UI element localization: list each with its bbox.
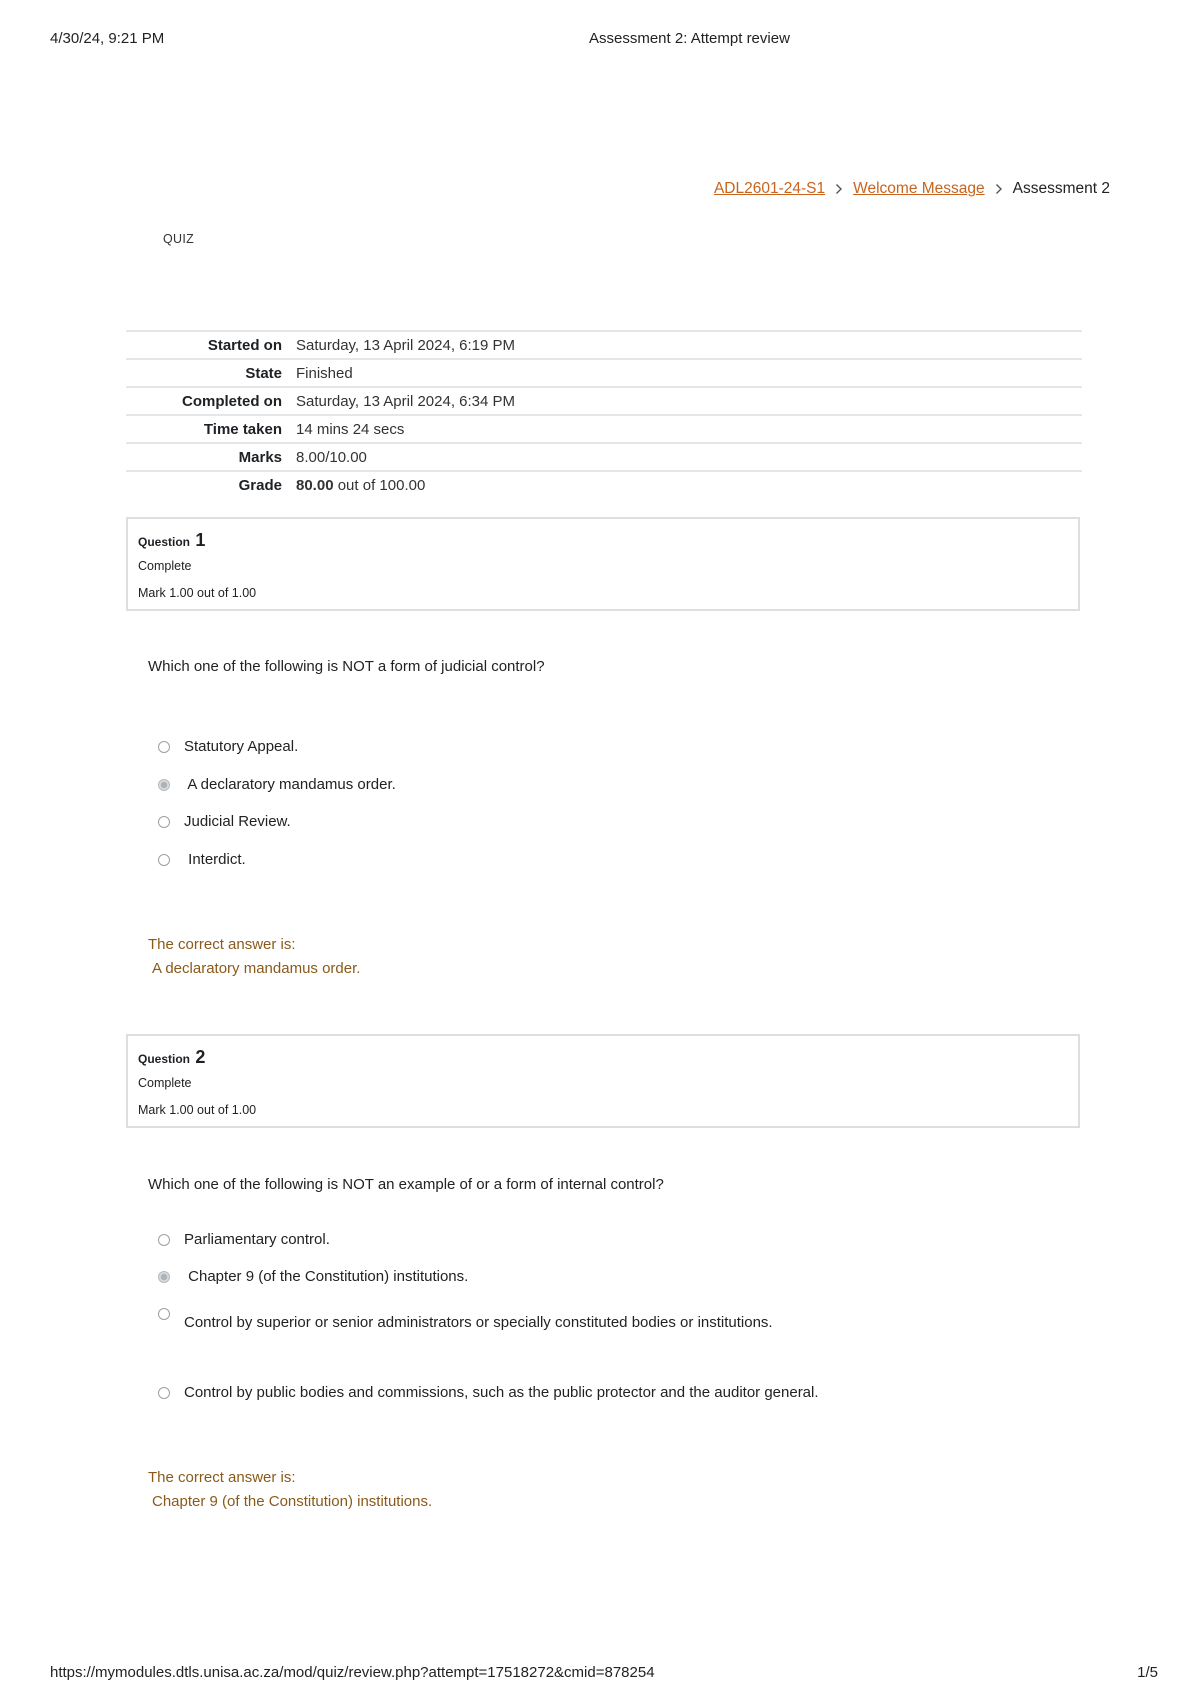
answer-option[interactable] [158,1268,468,1285]
activity-type-label: QUIZ [163,232,195,246]
summary-label: Time taken [203,420,282,438]
radio-button-selected[interactable] [158,779,170,791]
summary-label: Started on [207,336,282,354]
answer-option-label: Control by public bodies and commissions, such as the public protector and the auditor general. [184,1384,819,1401]
breadcrumb [714,180,1110,198]
answer-option[interactable] [158,738,298,755]
summary-value [296,471,1082,499]
summary-label: State [245,364,282,382]
print-page-number: 1/5 [1137,1664,1158,1681]
summary-value: 14 mins 24 secs [296,420,405,438]
question-number: Question 2 [138,1047,206,1067]
summary-value: 8.00/10.00 [296,448,367,466]
question-info-box [126,1034,1080,1128]
radio-button[interactable] [158,1234,170,1246]
question-mark: Mark 1.00 out of 1.00 [138,586,257,600]
radio-button[interactable] [158,816,170,828]
answer-option[interactable] [158,851,246,868]
print-url: https://mymodules.dtls.unisa.ac.za/mod/quiz/review.php?attempt=17518272&cmid=878254 [50,1664,655,1681]
grade-out-of: out of 100.00 [333,477,426,494]
attempt-summary-table [126,330,1082,499]
answer-option-label: Control by superior or senior administrators or specially constituted bodies or institutions. [184,1314,773,1331]
summary-label: Completed on [182,392,282,410]
summary-row-completed [126,387,1082,415]
summary-value: Saturday, 13 April 2024, 6:19 PM [296,336,516,354]
answer-option[interactable] [158,1231,330,1248]
breadcrumb-link-course[interactable]: ADL2601-24-S1 [713,180,826,197]
answer-option-label: Interdict. [184,851,246,868]
question-number: Question 1 [138,530,206,550]
question-info-box [126,517,1080,611]
correct-answer: A declaratory mandamus order. [152,960,361,977]
answer-option[interactable] [158,1384,819,1401]
answer-option-label: Chapter 9 (of the Constitution) institutions. [184,1268,469,1285]
answer-option[interactable] [158,1305,773,1331]
breadcrumb-link-section[interactable]: Welcome Message [853,180,985,197]
question-mark: Mark 1.00 out of 1.00 [138,1103,257,1117]
question-text: Which one of the following is NOT an example of or a form of internal control? [148,1176,664,1193]
chevron-right-icon [835,183,843,195]
summary-value: Finished [296,364,353,382]
answer-option-label: Parliamentary control. [184,1231,330,1248]
question-status: Complete [138,559,192,573]
question-feedback [148,1466,432,1514]
question-text: Which one of the following is NOT a form of judicial control? [148,658,545,675]
radio-button[interactable] [158,741,170,753]
radio-button[interactable] [158,1308,170,1320]
answer-option[interactable] [158,813,291,830]
answer-option-label: A declaratory mandamus order. [184,776,396,793]
feedback-label: The correct answer is: [148,936,296,953]
summary-row-started [126,331,1082,359]
answer-option-label: Statutory Appeal. [184,738,299,755]
summary-label: Grade [238,477,282,494]
correct-answer: Chapter 9 (of the Constitution) institutions. [152,1493,433,1510]
breadcrumb-current: Assessment 2 [1012,180,1110,197]
question-feedback [148,933,360,981]
chevron-right-icon [995,183,1003,195]
feedback-label: The correct answer is: [148,1469,296,1486]
grade-value: 80.00 [296,477,334,494]
radio-button-selected[interactable] [158,1271,170,1283]
summary-value: Saturday, 13 April 2024, 6:34 PM [296,392,516,410]
summary-row-time-taken [126,415,1082,443]
answer-option[interactable] [158,776,396,793]
summary-label: Marks [238,448,282,466]
answer-option-label: Judicial Review. [184,813,291,830]
summary-row-marks [126,443,1082,471]
print-datetime: 4/30/24, 9:21 PM [50,30,165,47]
radio-button[interactable] [158,1387,170,1399]
question-status: Complete [138,1076,192,1090]
summary-row-grade [126,471,1082,499]
print-page-title: Assessment 2: Attempt review [589,30,790,47]
summary-row-state [126,359,1082,387]
radio-button[interactable] [158,854,170,866]
